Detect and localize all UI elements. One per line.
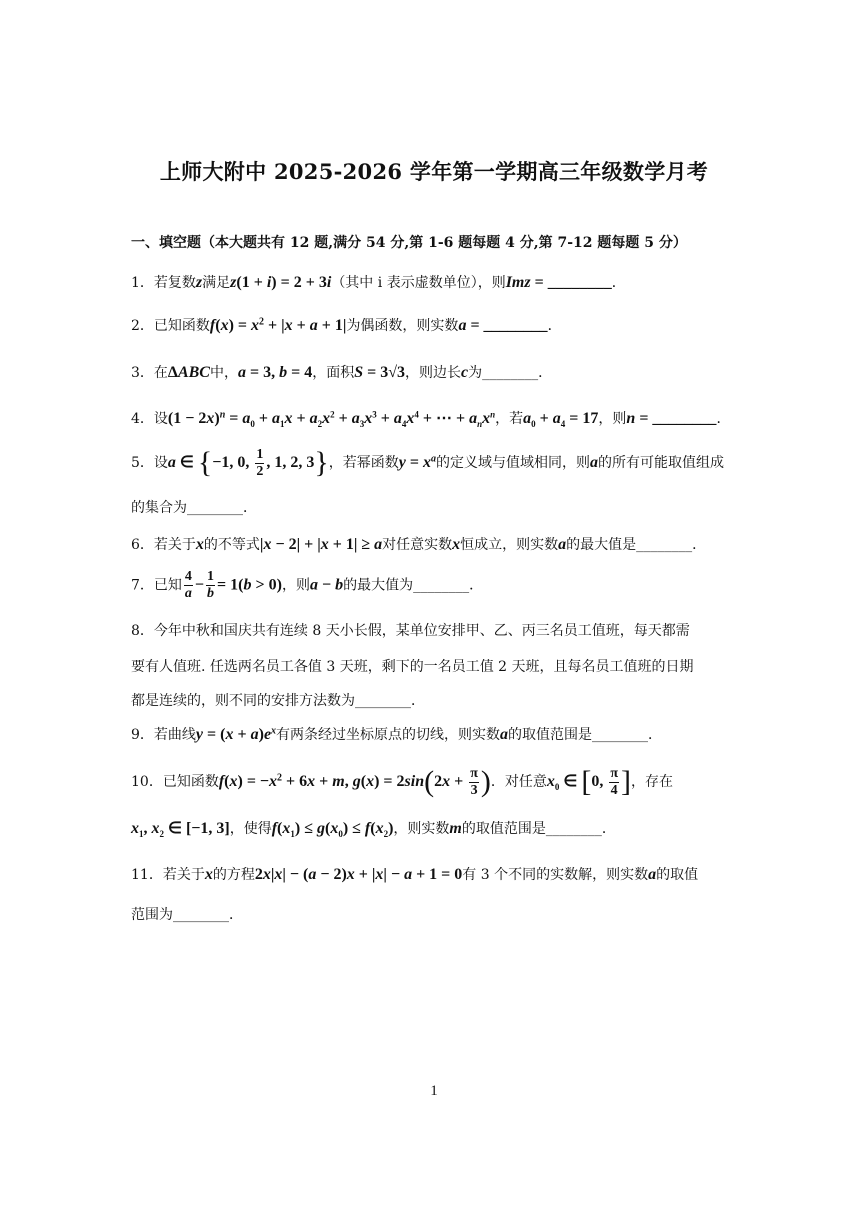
question-10-cont: $x_1$, $x_2$ ∈ [−1, 3]，使得$f(x_1) \le g(x_0) \le f(x_2)$，则实数m的取值范围是________． <box>131 820 616 839</box>
question-9: 9．若曲线$y = (x + a)e^x$有两条经过坐标原点的切线，则实数a的取值范围是________． <box>131 725 663 743</box>
question-8-line-3: 都是连续的，则不同的安排方法数为________． <box>131 693 425 709</box>
question-11-cont: 范围为________． <box>131 907 243 923</box>
question-2: 2．已知函数$f(x) = x^2 + |x + a + 1|$为偶函数，则实数a = ________． <box>131 316 562 334</box>
question-6: 6．若关于x的不等式|x − 2| + |x + 1| ≥ a对任意实数x恒成立，则实数a的最大值是________． <box>131 536 707 553</box>
question-10: 10．已知函数$f(x) = -x^2 + 6x + m$, g(x) = 2sin(2x + $\frac{\pi}{3}$ )．对任意$x_0$ ∈ [0, $\frac{\pi}{4}$ ]，存在 <box>131 765 674 798</box>
page-title: 上师大附中 2025-2026 学年第一学期高三年级数学月考 <box>159 159 709 184</box>
question-5-cont: 的集合为________． <box>131 500 257 516</box>
question-5: 5．设a ∈ {−1, 0, $\frac{1}{2}$ , 1, 2, 3}，若幂函数$y = x^a$的定义域与值域相同，则a的所有可能取值组成 <box>131 446 725 479</box>
section-heading: 一、填空题（本大题共有 12 题,满分 54 分,第 1-6 题每题 4 分,第 7-12 题每题 5 分） <box>131 235 687 251</box>
question-3: 3．在ΔABC中，a = 3, b = 4，面积S = 3√3，则边长c为________． <box>131 364 553 381</box>
question-11: 11．若关于x的方程2x|x| − (a − 2)x + |x| − a + 1 = 0有 3 个不同的实数解，则实数a的取值 <box>131 866 699 883</box>
page-number: 1 <box>430 1083 438 1099</box>
question-4: 4．设$(1 - 2x)^n = a_0 + a_1x + a_2x^2 + a_3x^3 + a_4x^4$ + ⋯ + $a_nx^n$，若$a_0 + a_4 = 17$，则n = ________． <box>131 409 731 429</box>
question-8-line-1: 8．今年中秋和国庆共有连续 8 天小长假，某单位安排甲、乙、丙三名员工值班，每天都需 <box>131 623 690 639</box>
question-7: 7．已知 $\frac{4}{a}$ − $\frac{1}{b}$ = 1(b > 0)，则a − b的最大值为________． <box>131 569 484 601</box>
question-8-line-2: 要有人值班. 任选两名员工各值 3 天班，剩下的一名员工值 2 天班，且每名员工值班的日期 <box>131 659 694 675</box>
question-1: 1．若复数z满足z(1 + i) = 2 + 3i（其中 i 表示虚数单位），则Imz = ________． <box>131 274 626 291</box>
